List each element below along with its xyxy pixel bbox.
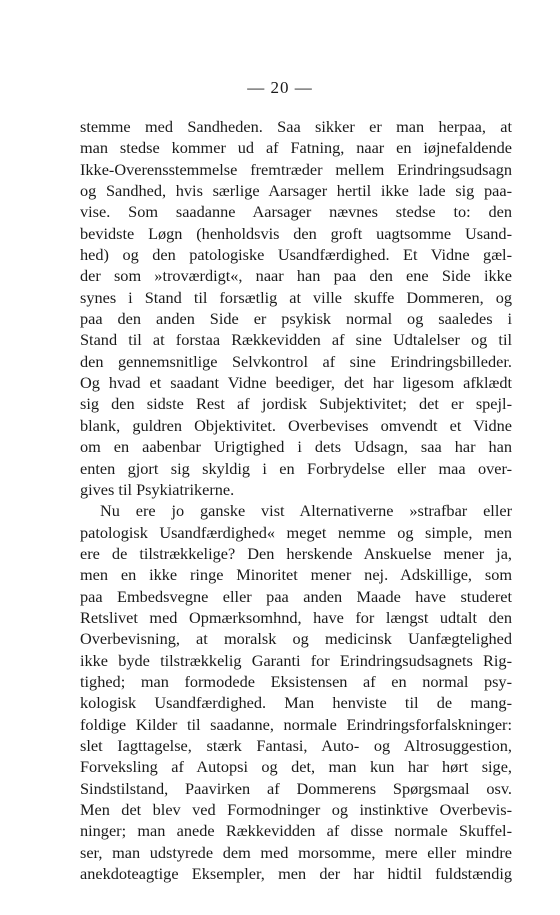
- text-line: Retslivet med Opmærksomhnd, have for længst udtalt den: [80, 607, 512, 627]
- text-line: stemme med Sandheden. Saa sikker er man herpaa, at: [80, 117, 512, 136]
- text-line: slet Iagttagelse, stærk Fantasi, Auto- og Altrosuggestion,: [80, 735, 512, 755]
- text-line: bevidste Løgn (henholdsvis den groft uagtsomme Usand-: [80, 223, 512, 243]
- text-line: Men det blev ved Formodninger og instinktive Overbevis-: [80, 800, 512, 819]
- text-line: foldige Kilder til saadanne, normale Erindringsforfalskninger:: [80, 714, 512, 734]
- text-line: kologisk Usandfærdighed. Man henviste til de mang-: [80, 693, 512, 713]
- text-line: Ikke-Overensstemmelse fremtræder mellem Erindringsudsagn: [80, 159, 512, 179]
- text-line: Stand til at forstaa Rækkevidden af sine Udtalelser og til: [80, 330, 512, 350]
- body-text: [80, 116, 512, 884]
- text-line: der som »troværdigt«, naar han paa den ene Side ikke: [80, 266, 512, 286]
- text-line: paa den anden Side er psykisk normal og saaledes i: [80, 309, 512, 329]
- text-line: patologisk Usandfærdighed« meget nemme og simple, men: [80, 522, 512, 542]
- text-line: men en ikke ringe Minoritet mener nej. Adskillige, som: [80, 565, 512, 585]
- text-line: enten gjort sig skyldig i en Forbrydelse eller maa over-: [80, 458, 512, 478]
- text-line: vise. Som saadanne Aarsager nævnes stedse to: den: [80, 202, 512, 222]
- text-line: synes i Stand til forsætlig at ville skuffe Dommeren, og: [80, 287, 512, 307]
- text-line: Nu ere jo ganske vist Alternativerne »strafbar eller: [100, 501, 512, 521]
- text-line: gives til Psykiatrikerne.: [80, 479, 235, 499]
- text-line: og Sandhed, hvis særlige Aarsager hertil ikke lade sig paa-: [80, 181, 512, 201]
- text-line: Og hvad et saadant Vidne beediger, det har ligesom afklædt: [80, 373, 512, 393]
- page-number: — 20 —: [247, 78, 313, 97]
- text-line: tighed; man formodede Eksistensen af en normal psy-: [80, 671, 512, 691]
- text-line: ere de tilstrækkelige? Den herskende Anskuelse mener ja,: [80, 543, 512, 563]
- text-line: Sindstilstand, Paavirken af Dommerens Spørgsmaal osv.: [80, 778, 512, 798]
- text-line: anekdoteagtige Eksempler, men der har hidtil fuldstændig: [80, 864, 512, 884]
- text-line: paa Embedsvegne eller paa anden Maade have studeret: [80, 586, 512, 606]
- text-line: om en aabenbar Urigtighed i dets Udsagn, saa har han: [80, 437, 512, 457]
- text-line: Overbevisning, at moralsk og medicinsk Uanfægtelighed: [80, 629, 512, 649]
- text-line: ser, man udstyrede dem med morsomme, mere eller mindre: [80, 842, 512, 862]
- text-line: man stedse kommer ud af Fatning, naar en iøjnefaldende: [80, 138, 512, 158]
- text-line: ninger; man anede Rækkevidden af disse normale Skuffel-: [80, 821, 512, 841]
- text-line: blank, guldren Objektivitet. Overbevises omvendt et Vidne: [80, 415, 512, 435]
- text-line: den gennemsnitlige Selvkontrol af sine Erindringsbilleder.: [80, 351, 512, 371]
- text-line: Forveksling af Autopsi og det, man kun har hørt sige,: [80, 757, 512, 777]
- text-line: ikke byde tilstrækkelig Garanti for Erindringsudsagnets Rig-: [80, 650, 512, 670]
- text-line: sig den sidste Rest af jordisk Subjektivitet; det er spejl-: [80, 394, 512, 414]
- text-line: hed) og den patologiske Usandfærdighed. Et Vidne gæl-: [80, 245, 512, 265]
